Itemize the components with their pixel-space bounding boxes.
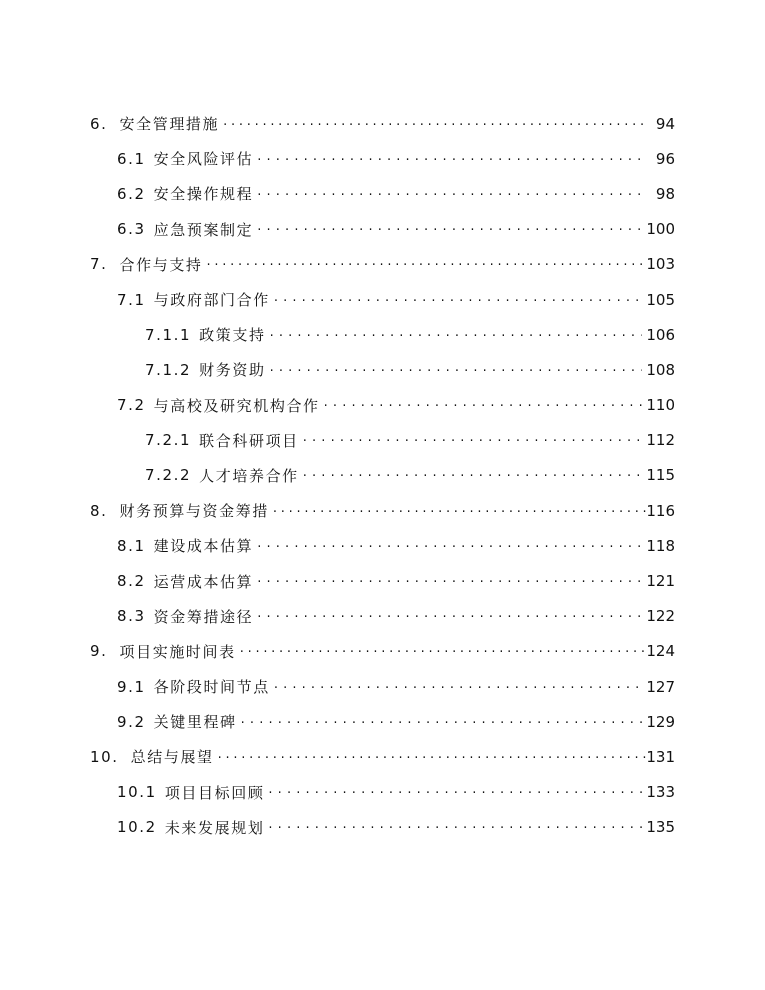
section-title: 应急预案制定 xyxy=(153,220,254,239)
toc-entry[interactable] xyxy=(0,599,765,634)
dot-leader xyxy=(207,256,647,272)
page-number: 127 xyxy=(646,677,675,696)
section-title: 安全风险评估 xyxy=(153,150,254,169)
page-number: 124 xyxy=(646,642,675,661)
section-number: 8.1 xyxy=(117,536,146,555)
toc-entry[interactable] xyxy=(0,317,765,352)
section-number: 6.3 xyxy=(117,220,146,239)
section-number: 10.2 xyxy=(117,818,157,837)
section-title: 项目实施时间表 xyxy=(119,642,236,661)
section-title: 财务预算与资金筹措 xyxy=(119,502,269,521)
section-number: 10. xyxy=(90,747,119,766)
dot-leader xyxy=(303,467,643,483)
section-number: 6. xyxy=(90,114,108,133)
page-number: 112 xyxy=(646,431,675,450)
section-number: 6.2 xyxy=(117,184,146,203)
page-number: 100 xyxy=(646,220,675,239)
toc-entry[interactable] xyxy=(0,458,765,493)
page-number: 129 xyxy=(646,712,675,731)
page-number: 110 xyxy=(646,396,675,415)
section-number: 7.1.2 xyxy=(145,360,192,379)
page-number: 133 xyxy=(646,783,675,802)
dot-leader xyxy=(241,714,643,730)
section-title: 资金筹措途径 xyxy=(153,607,254,626)
section-title: 人才培养合作 xyxy=(199,466,299,485)
toc-entry[interactable] xyxy=(0,176,765,211)
page-number: 122 xyxy=(646,607,675,626)
section-title: 财务资助 xyxy=(199,361,266,380)
section-title: 项目目标回顾 xyxy=(164,783,265,802)
toc-entry[interactable] xyxy=(0,106,765,141)
page-number: 105 xyxy=(646,290,675,309)
section-title: 建设成本估算 xyxy=(153,537,254,556)
toc-entry[interactable] xyxy=(0,669,765,704)
toc-entry[interactable] xyxy=(0,388,765,423)
section-number: 7.1 xyxy=(117,290,146,309)
dot-leader xyxy=(268,819,642,835)
dot-leader xyxy=(268,784,642,800)
section-number: 9.2 xyxy=(117,712,146,731)
page-number: 116 xyxy=(646,501,675,520)
toc-entry[interactable] xyxy=(0,247,765,282)
dot-leader xyxy=(303,432,643,448)
dot-leader xyxy=(257,221,642,237)
toc-entry[interactable] xyxy=(0,563,765,598)
section-title: 政策支持 xyxy=(199,326,266,345)
dot-leader xyxy=(270,362,643,378)
toc-entry[interactable] xyxy=(0,528,765,563)
toc-entry[interactable] xyxy=(0,423,765,458)
section-title: 安全操作规程 xyxy=(153,185,254,204)
page-number: 131 xyxy=(646,747,675,766)
toc-entry[interactable] xyxy=(0,775,765,810)
dot-leader xyxy=(274,679,643,695)
page-number: 115 xyxy=(646,466,675,485)
section-number: 8.2 xyxy=(117,572,146,591)
dot-leader xyxy=(270,327,643,343)
section-number: 7.2.1 xyxy=(145,431,192,450)
page-number: 94 xyxy=(655,114,675,133)
dot-leader xyxy=(240,643,647,659)
dot-leader xyxy=(218,749,647,765)
toc-entry[interactable] xyxy=(0,212,765,247)
dot-leader xyxy=(257,573,642,589)
toc-entry[interactable] xyxy=(0,493,765,528)
section-number: 7.1.1 xyxy=(145,325,192,344)
section-number: 6.1 xyxy=(117,149,146,168)
toc-entry[interactable] xyxy=(0,282,765,317)
toc-entry[interactable] xyxy=(0,810,765,845)
section-title: 关键里程碑 xyxy=(153,713,237,732)
page-number: 106 xyxy=(646,325,675,344)
toc-entry[interactable] xyxy=(0,704,765,739)
section-title: 运营成本估算 xyxy=(153,572,254,591)
page-number: 103 xyxy=(646,255,675,274)
dot-leader xyxy=(257,538,642,554)
section-title: 各阶段时间节点 xyxy=(153,678,270,697)
section-number: 9. xyxy=(90,642,108,661)
dot-leader xyxy=(257,608,642,624)
table-of-contents xyxy=(0,106,765,845)
section-title: 与高校及研究机构合作 xyxy=(153,396,320,415)
dot-leader xyxy=(223,116,647,132)
section-number: 8. xyxy=(90,501,108,520)
toc-entry[interactable] xyxy=(0,739,765,774)
dot-leader xyxy=(324,397,643,413)
toc-entry[interactable] xyxy=(0,634,765,669)
section-number: 9.1 xyxy=(117,677,146,696)
dot-leader xyxy=(257,151,643,167)
page-number: 118 xyxy=(646,536,675,555)
section-title: 联合科研项目 xyxy=(199,431,299,450)
page-number: 135 xyxy=(646,818,675,837)
section-number: 10.1 xyxy=(117,783,157,802)
section-title: 未来发展规划 xyxy=(164,818,265,837)
dot-leader xyxy=(273,503,646,519)
page-number: 98 xyxy=(655,184,675,203)
dot-leader xyxy=(257,186,643,202)
section-number: 8.3 xyxy=(117,607,146,626)
toc-entry[interactable] xyxy=(0,141,765,176)
section-title: 合作与支持 xyxy=(119,255,203,274)
dot-leader xyxy=(274,292,643,308)
section-number: 7.2 xyxy=(117,396,146,415)
section-number: 7.2.2 xyxy=(145,466,192,485)
page-number: 96 xyxy=(655,149,675,168)
section-title: 与政府部门合作 xyxy=(153,291,270,310)
section-number: 7. xyxy=(90,255,108,274)
page-number: 108 xyxy=(646,360,675,379)
toc-entry[interactable] xyxy=(0,352,765,387)
page-number: 121 xyxy=(646,572,675,591)
section-title: 总结与展望 xyxy=(130,748,214,767)
section-title: 安全管理措施 xyxy=(119,115,220,134)
